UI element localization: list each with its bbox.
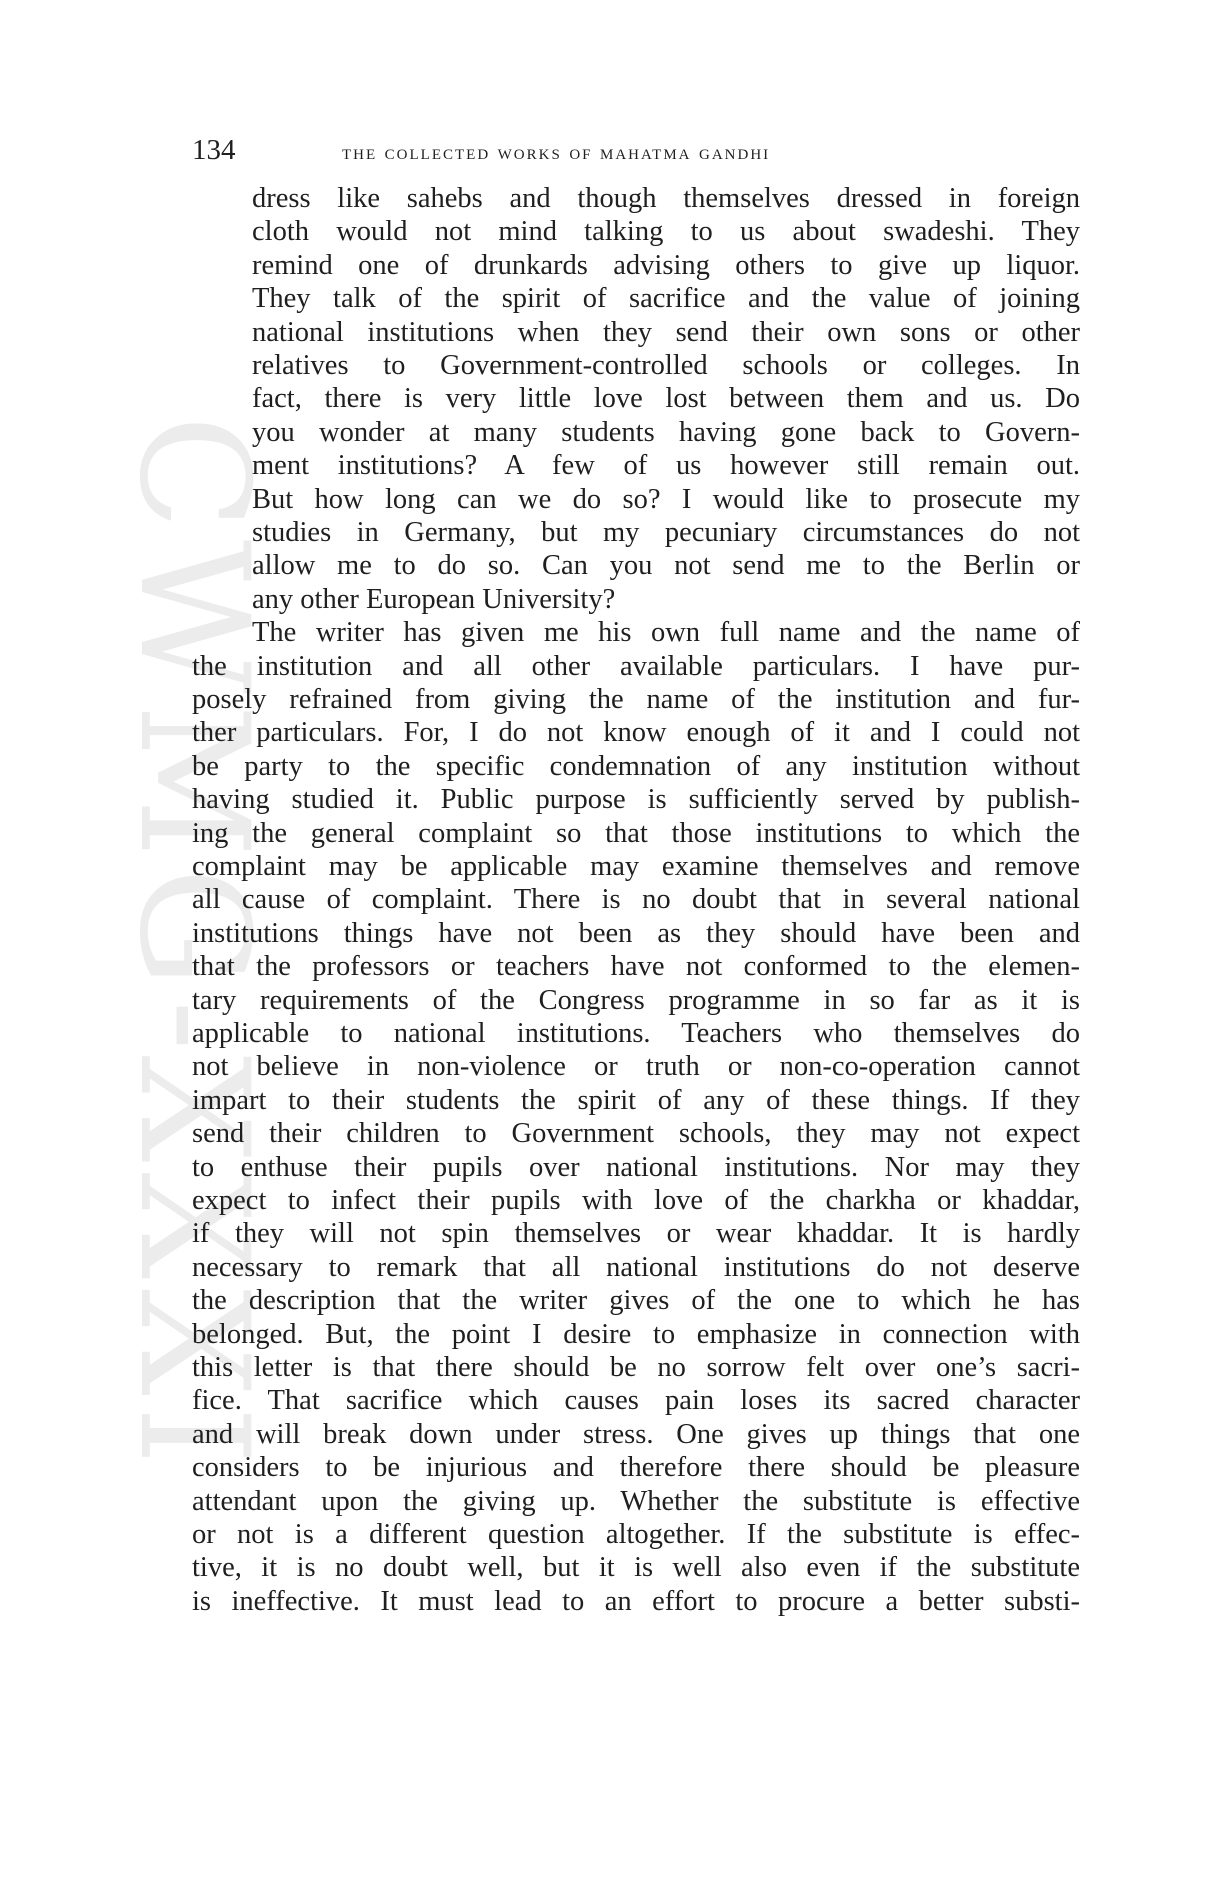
quoted-letter-line: allow me to do so. Can you not send me to the Berlin or	[252, 550, 1080, 582]
paragraph-line: impart to their students the spirit of any of these things. If they	[192, 1084, 1080, 1116]
paragraph-line: is ineffective. It must lead to an effort to procure a better substi-	[192, 1585, 1080, 1617]
paragraph-line: necessary to remark that all national institutions do not deserve	[192, 1251, 1080, 1283]
quoted-letter-line: national institutions when they send their own sons or other	[252, 316, 1080, 348]
paragraph-line: belonged. But, the point I desire to emphasize in connection with	[192, 1318, 1080, 1350]
quoted-letter-line: remind one of drunkards advising others to give up liquor.	[252, 249, 1080, 281]
paragraph-line: having studied it. Public purpose is sufficiently served by publish-	[192, 784, 1080, 816]
running-title: the collected works of mahatma gandhi	[342, 139, 771, 164]
paragraph-line: fice. That sacrifice which causes pain loses its sacred character	[192, 1385, 1080, 1417]
paragraph-line: attendant upon the giving up. Whether the substitute is effective	[192, 1485, 1080, 1517]
quoted-letter-line: They talk of the spirit of sacrifice and the value of joining	[252, 283, 1080, 315]
paragraph-line: if they will not spin themselves or wear khaddar. It is hardly	[192, 1218, 1080, 1250]
paragraph-line: tive, it is no doubt well, but it is well also even if the substitute	[192, 1552, 1080, 1584]
quoted-letter-line: But how long can we do so? I would like to prosecute my	[252, 483, 1080, 515]
watermark-text: CWMG-XXXI	[106, 414, 280, 1476]
quoted-letter-line: relatives to Government-controlled schools or colleges. In	[252, 350, 1080, 381]
quoted-letter-line: ment institutions? A few of us however still remain out.	[252, 450, 1080, 482]
quoted-letter-line: you wonder at many students having gone back to Govern-	[252, 416, 1080, 448]
quoted-letter-line: any other European University?	[252, 583, 616, 615]
paragraph-line: expect to infect their pupils with love of the charkha or khaddar,	[192, 1185, 1080, 1216]
paragraph-line: institutions things have not been as they should have been and	[192, 917, 1080, 949]
paragraph-line: applicable to national institutions. Teachers who themselves do	[192, 1018, 1080, 1049]
paragraph-line: ther particulars. For, I do not know enough of it and I could not	[192, 717, 1080, 749]
quoted-letter-line: dress like sahebs and though themselves dressed in foreign	[252, 183, 1080, 214]
paragraph-line: send their children to Government schools, they may not expect	[192, 1118, 1080, 1150]
paragraph-line: not believe in non-violence or truth or non-co-operation cannot	[192, 1051, 1080, 1083]
paragraph-line: ing the general complaint so that those institutions to which the	[192, 817, 1080, 849]
paragraph-line: the institution and all other available particulars. I have pur-	[192, 650, 1080, 682]
page-header	[192, 130, 1072, 170]
page-number: 134	[192, 134, 236, 166]
paragraph-line: be party to the specific condemnation of any institution without	[192, 750, 1080, 782]
paragraph-line: posely refrained from giving the name of the institution and fur-	[192, 684, 1080, 715]
quoted-letter-line: studies in Germany, but my pecuniary circumstances do not	[252, 517, 1080, 548]
paragraph-line: this letter is that there should be no sorrow felt over one’s sacri-	[192, 1352, 1080, 1383]
paragraph-line: and will break down under stress. One gives up things that one	[192, 1418, 1080, 1450]
quoted-letter-line: fact, there is very little love lost between them and us. Do	[252, 383, 1080, 415]
paragraph-line: to enthuse their pupils over national institutions. Nor may they	[192, 1151, 1080, 1183]
paragraph-line: considers to be injurious and therefore there should be pleasure	[192, 1452, 1080, 1484]
paragraph-line: complaint may be applicable may examine themselves and remove	[192, 851, 1080, 882]
paragraph-first-line: The writer has given me his own full name and the name of	[252, 617, 1080, 649]
paragraph-line: that the professors or teachers have not conformed to the elemen-	[192, 951, 1080, 983]
paragraph-line: the description that the writer gives of the one to which he has	[192, 1285, 1080, 1317]
paragraph-line: all cause of complaint. There is no doubt that in several national	[192, 884, 1080, 916]
paragraph-line: tary requirements of the Congress programme in so far as it is	[192, 984, 1080, 1016]
paragraph-line: or not is a different question altogether. If the substitute is effec-	[192, 1519, 1080, 1550]
quoted-letter-line: cloth would not mind talking to us about swadeshi. They	[252, 216, 1080, 248]
